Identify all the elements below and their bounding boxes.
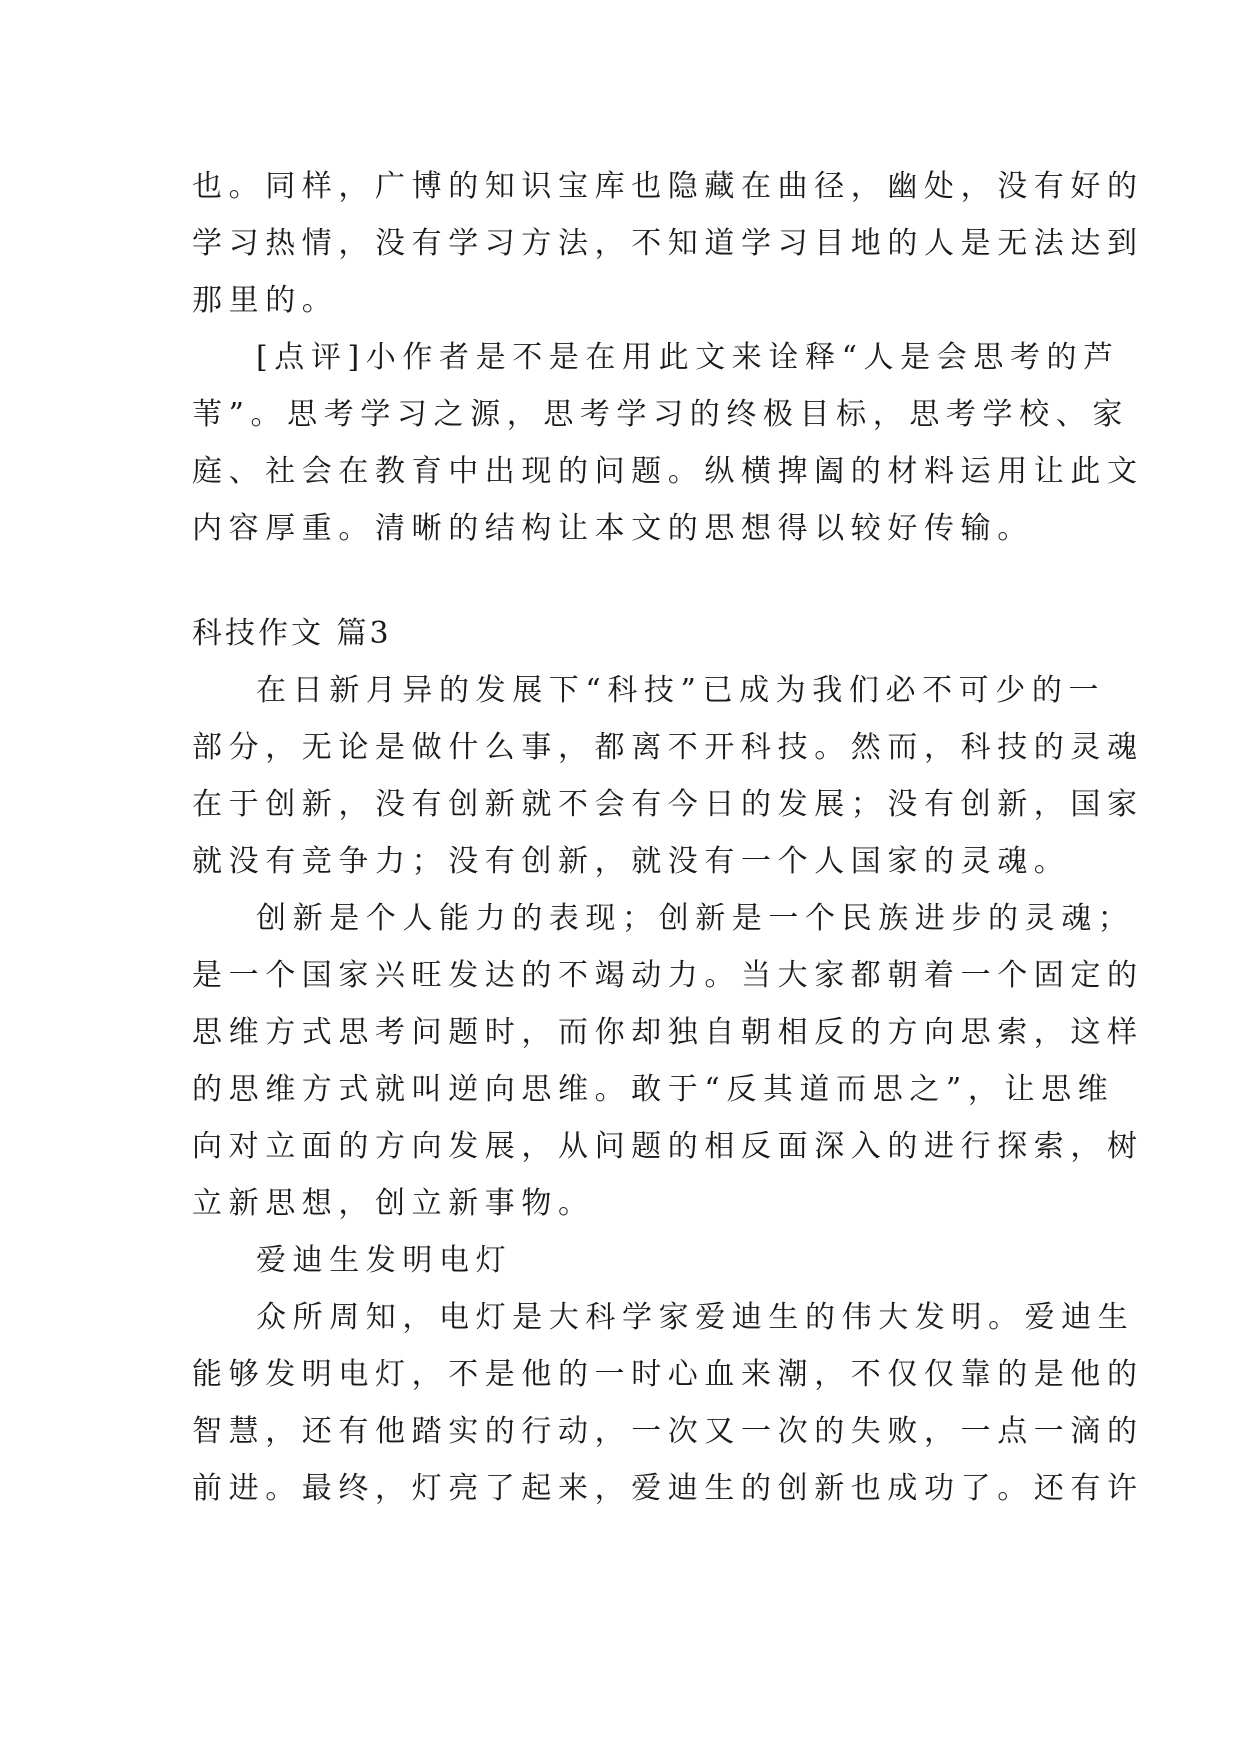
text-line: 前进。最终，灯亮了起来，爱迪生的创新也成功了。还有许 [192, 1471, 1144, 1506]
text-line: 在日新月异的发展下“科技”已成为我们必不可少的一 [256, 673, 1106, 708]
text-line: 的思维方式就叫逆向思维。敢于“反其道而思之”，让思维 [192, 1072, 1115, 1107]
section-heading: 科技作文 篇3 [192, 616, 392, 651]
text-line: 向对立面的方向发展，从问题的相反面深入的进行探索，树 [192, 1129, 1144, 1164]
paragraph [192, 158, 1144, 329]
text-line: 能够发明电灯，不是他的一时心血来潮，不仅仅靠的是他的 [192, 1357, 1144, 1392]
text-line: 爱迪生发明电灯 [256, 1243, 513, 1278]
text-line: 立新思想，创立新事物。 [192, 1186, 595, 1221]
text-line: [点评]小作者是不是在用此文来诠释“人是会思考的芦 [256, 340, 1120, 375]
text-line: 部分，无论是做什么事，都离不开科技。然而，科技的灵魂 [192, 730, 1144, 765]
paragraph [192, 1289, 1144, 1517]
subheading-paragraph [192, 1232, 1052, 1289]
review-paragraph [192, 329, 1144, 557]
text-line: 众所周知，电灯是大科学家爱迪生的伟大发明。爱迪生 [256, 1300, 1135, 1335]
document-body [192, 158, 1144, 1517]
text-line: 那里的。 [192, 283, 339, 318]
paragraph [192, 890, 1144, 1232]
text-line: 是一个国家兴旺发达的不竭动力。当大家都朝着一个固定的 [192, 958, 1144, 993]
text-line: 在于创新，没有创新就不会有今日的发展；没有创新，国家 [192, 787, 1144, 822]
text-line: 学习热情，没有学习方法，不知道学习目地的人是无法达到 [192, 226, 1144, 261]
text-line: 苇”。思考学习之源，思考学习的终极目标，思考学校、家 [192, 397, 1129, 432]
text-line: 就没有竞争力；没有创新，就没有一个人国家的灵魂。 [192, 844, 1071, 879]
text-line: 内容厚重。清晰的结构让本文的思想得以较好传输。 [192, 511, 1034, 546]
text-line: 创新是个人能力的表现；创新是一个民族进步的灵魂； [256, 901, 1135, 936]
section-gap [192, 557, 1052, 605]
paragraph [192, 662, 1144, 890]
text-line: 也。同样，广博的知识宝库也隐藏在曲径，幽处，没有好的 [192, 169, 1144, 204]
text-line: 智慧，还有他踏实的行动，一次又一次的失败，一点一滴的 [192, 1414, 1144, 1449]
text-line: 思维方式思考问题时，而你却独自朝相反的方向思索，这样 [192, 1015, 1144, 1050]
text-line: 庭、社会在教育中出现的问题。纵横捭阖的材料运用让此文 [192, 454, 1144, 489]
